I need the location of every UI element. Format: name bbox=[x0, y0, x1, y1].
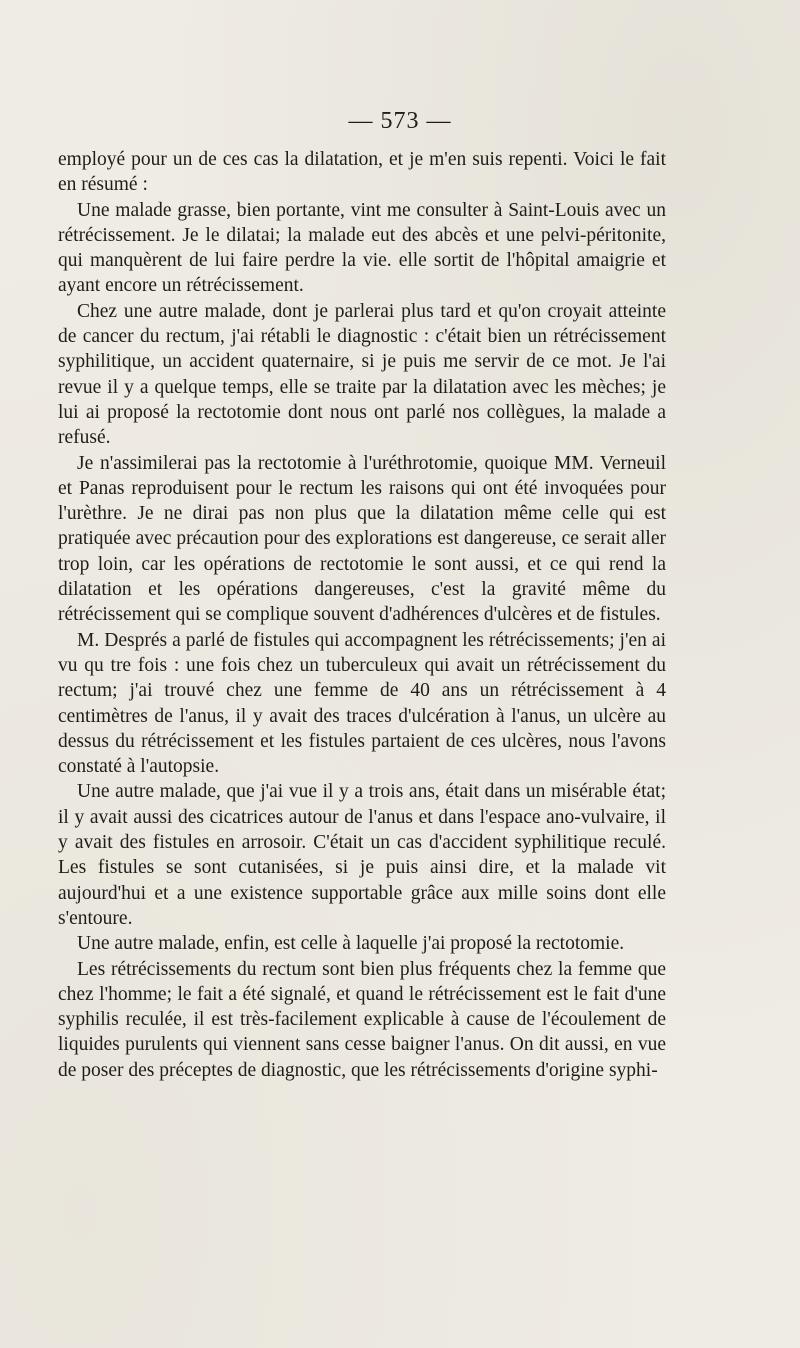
paragraph: Une autre malade, que j'ai vue il y a trois ans, était dans un misérable état; il y avait aussi des cicatrices autour de l'anus et dans l'espace ano-vulvaire, il y avait des fistules en arrosoir. C'était un cas d'accident syphilitique reculé. Les fistules se sont cutanisées, si je puis ainsi dire, et la malade vit aujourd'hui et a une existence supportable grâce aux mille soins dont elle s'entoure. bbox=[58, 781, 666, 929]
paragraph: M. Després a parlé de fistules qui accompagnent les rétrécissements; j'en ai vu qu tre fois : une fois chez un tuberculeux qui avait un rétrécissement du rectum; j'ai trouvé chez une femme de 40 ans un rétrécissement à 4 centimètres de l'anus, il y avait des traces d'ulcération à l'anus, un ulcère au dessus du rétrécissement et les fistules partaient de ces ulcères, nous l'avons constaté à l'autopsie. bbox=[58, 629, 666, 778]
body-text bbox=[58, 147, 666, 1083]
page-number: — 573 — bbox=[348, 108, 452, 134]
paragraph: Chez une autre malade, dont je parlerai plus tard et qu'on croyait atteinte de cancer du rectum, j'ai rétabli le diagnostic : c'était bien un rétrécissement syphilitique, un accident quaternaire, si je puis me servir de ce mot. Je l'ai revue il y a quelque temps, elle se traite par la dilatation avec les mèches; je lui ai proposé la rectotomie dont nous ont parlé nos collègues, la malade a refusé. bbox=[58, 300, 666, 449]
paragraph: Je n'assimilerai pas la rectotomie à l'uréthrotomie, quoique MM. Verneuil et Panas reproduisent pour le rectum les raisons qui ont été invoquées pour l'urèthre. Je ne dirai pas non plus que la dilatation même celle qui est pratiquée avec précaution pour des explorations est dangereuse, ce serait aller trop loin, car les opérations de rectotomie le sont aussi, et ce qui rend la dilatation et les opérations dangereuses, c'est la gravité même du rétrécissement qui se complique souvent d'adhérences d'ulcères et de fistules. bbox=[58, 452, 666, 626]
paragraph: Les rétrécissements du rectum sont bien plus fréquents chez la femme que chez l'homme; le fait a été signalé, et quand le rétrécissement est le fait d'une syphilis reculée, il est très-facilement explicable à cause de l'écoulement de liquides purulents qui viennent sans cesse baigner l'anus. On dit aussi, en vue de poser des préceptes de diagnostic, que les rétrécissements d'origine syphi- bbox=[58, 958, 666, 1081]
paragraph: employé pour un de ces cas la dilatation, et je m'en suis repenti. Voici le fait en résumé : bbox=[58, 149, 666, 196]
paragraph: Une malade grasse, bien portante, vint me consulter à Saint-Louis avec un rétrécissement. Je le dilatai; la malade eut des abcès et une pelvi-péritonite, qui manquèrent de lui faire perdre la vie. elle sortit de l'hôpital amaigrie et ayant encore un rétrécissement. bbox=[58, 199, 666, 297]
paragraph: Une autre malade, enfin, est celle à laquelle j'ai proposé la rectotomie. bbox=[77, 933, 625, 955]
